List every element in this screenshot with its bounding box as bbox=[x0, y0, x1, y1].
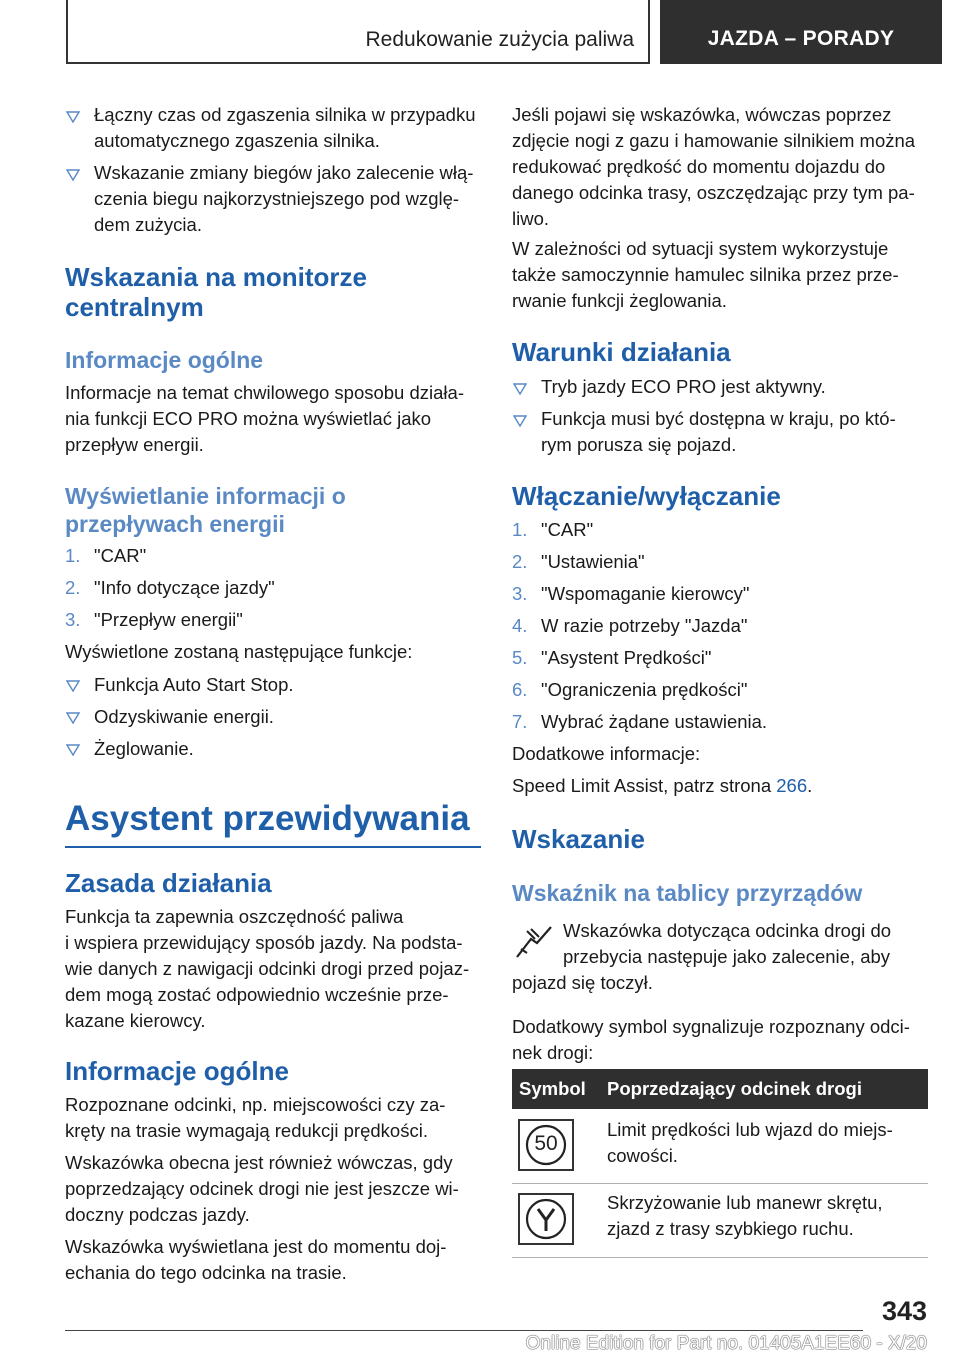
table-row-divider bbox=[512, 1183, 928, 1184]
paragraph-general-info-2c: Wskazówka wyświetlana jest do momentu doj- echania do tego odcinka na trasie. bbox=[65, 1236, 447, 1283]
header-section-title: Redukowanie zużycia paliwa bbox=[365, 28, 634, 51]
heading-principle: Zasada działania bbox=[65, 868, 272, 898]
table-row-text: Skrzyżowanie lub manewr skrętu, zjazd z trasy szybkiego ruchu. bbox=[607, 1192, 883, 1239]
coasting-hint-icon bbox=[513, 921, 555, 963]
triangle-bullet-icon bbox=[66, 110, 80, 124]
triangle-bullet-icon bbox=[513, 414, 527, 428]
reference-text: Speed Limit Assist, patrz strona bbox=[512, 775, 777, 796]
step-number: 4. bbox=[512, 615, 528, 636]
step-number: 3. bbox=[65, 609, 81, 630]
triangle-bullet-icon bbox=[66, 743, 80, 757]
table-row-text: Limit prędkości lub wjazd do miejs- cowości. bbox=[607, 1119, 893, 1166]
paragraph-general-info-1: Informacje na temat chwilowego sposobu działa- nia funkcji ECO PRO można wyświetlać jako przepływ energii. bbox=[65, 382, 464, 455]
function-item: Funkcja Auto Start Stop. bbox=[94, 674, 294, 695]
bullet-total-time: Łączny czas od zgaszenia silnika w przypadku automatycznego zgaszenia silnika. bbox=[94, 104, 476, 151]
heading-on-off: Włączanie/wyłączanie bbox=[512, 481, 781, 511]
heading-predictive-assistant: Asystent przewidywania bbox=[65, 799, 470, 838]
paragraph-extra-info: Dodatkowe informacje: bbox=[512, 743, 701, 764]
paragraph-right-engine-brake: W zależności od sytuacji system wykorzystuje także samoczynnie hamulec silnika przez prze- rwanie funkcji żeglowania. bbox=[512, 238, 899, 311]
paragraph-symbol-intro: Dodatkowy symbol sygnalizuje rozpoznany odci- nek drogi: bbox=[512, 1016, 910, 1063]
reference-end: . bbox=[807, 775, 813, 796]
step-text: "Ograniczenia prędkości" bbox=[541, 679, 748, 700]
header-chapter-box bbox=[660, 0, 942, 64]
paragraph-right-intro: Jeśli pojawi się wskazówka, wówczas poprzez zdjęcie nogi z gazu i hamowanie silnikiem można redukować prędkość do momentu dojazdu do danego odcinka trasy, oszczędzając przy tym pa- liwo. bbox=[512, 104, 916, 229]
step-number: 7. bbox=[512, 711, 528, 732]
paragraph-indicator-end: pojazd się toczył. bbox=[512, 972, 653, 993]
paragraph-general-info-2a: Rozpoznane odcinki, np. miejscowości czy za- kręty na trasie wymagają redukcji prędkości. bbox=[65, 1094, 446, 1141]
triangle-bullet-icon bbox=[513, 382, 527, 396]
table-row-divider bbox=[512, 1257, 928, 1258]
step-text: W razie potrzeby "Jazda" bbox=[541, 615, 748, 636]
junction-icon bbox=[518, 1193, 574, 1245]
section-rule bbox=[65, 846, 481, 848]
step-number: 2. bbox=[65, 577, 81, 598]
table-header-symbol: Symbol bbox=[519, 1078, 586, 1099]
footer-rule bbox=[65, 1330, 863, 1331]
page-number: 343 bbox=[881, 1296, 927, 1326]
function-item: Odzyskiwanie energii. bbox=[94, 706, 274, 727]
heading-general-info-1: Informacje ogólne bbox=[65, 347, 264, 373]
paragraph-principle: Funkcja ta zapewnia oszczędność paliwa i wspiera przewidujący sposób jazdy. Na podsta- wie danych z nawigacji odcinki drogi przed pojaz- dem mogą zostać odpowiednio wcześnie prze- kazane kierowcy. bbox=[65, 906, 470, 1031]
paragraph-reference bbox=[512, 773, 812, 799]
condition-item: Funkcja musi być dostępna w kraju, po któ- rym porusza się pojazd. bbox=[541, 408, 896, 455]
heading-energy-flow: Wyświetlanie informacji o przepływach energii bbox=[65, 483, 346, 537]
speed-limit-value: 50 bbox=[534, 1132, 558, 1155]
triangle-bullet-icon bbox=[66, 168, 80, 182]
symbol-table-header bbox=[512, 1069, 928, 1109]
condition-item: Tryb jazdy ECO PRO jest aktywny. bbox=[541, 376, 826, 397]
heading-instrument-cluster: Wskaźnik na tablicy przyrządów bbox=[512, 880, 863, 906]
heading-conditions: Warunki działania bbox=[512, 337, 731, 367]
step-text: "Przepływ energii" bbox=[94, 609, 243, 630]
step-number: 3. bbox=[512, 583, 528, 604]
step-text: "Info dotyczące jazdy" bbox=[94, 577, 275, 598]
triangle-bullet-icon bbox=[66, 711, 80, 725]
step-number: 2. bbox=[512, 551, 528, 572]
speed-limit-icon bbox=[518, 1119, 574, 1171]
paragraph-shown-functions: Wyświetlone zostaną następujące funkcje: bbox=[65, 641, 413, 662]
header-chapter-title: JAZDA – PORADY bbox=[707, 27, 895, 50]
step-number: 5. bbox=[512, 647, 528, 668]
reference-page-link[interactable]: 266 bbox=[776, 775, 808, 796]
paragraph-general-info-2b: Wskazówka obecna jest również wówczas, gdy poprzedzający odcinek drogi nie jest jeszcze wi- doczny podczas jazdy. bbox=[65, 1152, 459, 1225]
step-number: 1. bbox=[65, 545, 81, 566]
heading-display: Wskazanie bbox=[512, 824, 645, 854]
paragraph-indicator: Wskazówka dotycząca odcinka drogi do przebycia następuje jako zalecenie, aby bbox=[563, 920, 892, 967]
step-text: "CAR" bbox=[541, 519, 594, 540]
header-section-box bbox=[66, 0, 650, 64]
function-item: Żeglowanie. bbox=[94, 738, 194, 759]
footer-edition: Online Edition for Part no. 01405A1EE60 - X/20 bbox=[525, 1333, 927, 1354]
step-text: "Ustawienia" bbox=[541, 551, 645, 572]
step-number: 6. bbox=[512, 679, 528, 700]
step-number: 1. bbox=[512, 519, 528, 540]
step-text: Wybrać żądane ustawienia. bbox=[541, 711, 768, 732]
step-text: "Asystent Prędkości" bbox=[541, 647, 712, 668]
step-text: "Wspomaganie kierowcy" bbox=[541, 583, 750, 604]
bullet-gear-shift: Wskazanie zmiany biegów jako zalecenie włą- czenia biegu najkorzystniejszego pod wzglę- dem zużycia. bbox=[94, 162, 474, 235]
step-text: "CAR" bbox=[94, 545, 147, 566]
heading-central-monitor: Wskazania na monitorze centralnym bbox=[65, 262, 367, 322]
table-header-section: Poprzedzający odcinek drogi bbox=[607, 1078, 862, 1099]
triangle-bullet-icon bbox=[66, 679, 80, 693]
heading-general-info-2: Informacje ogólne bbox=[65, 1056, 289, 1086]
